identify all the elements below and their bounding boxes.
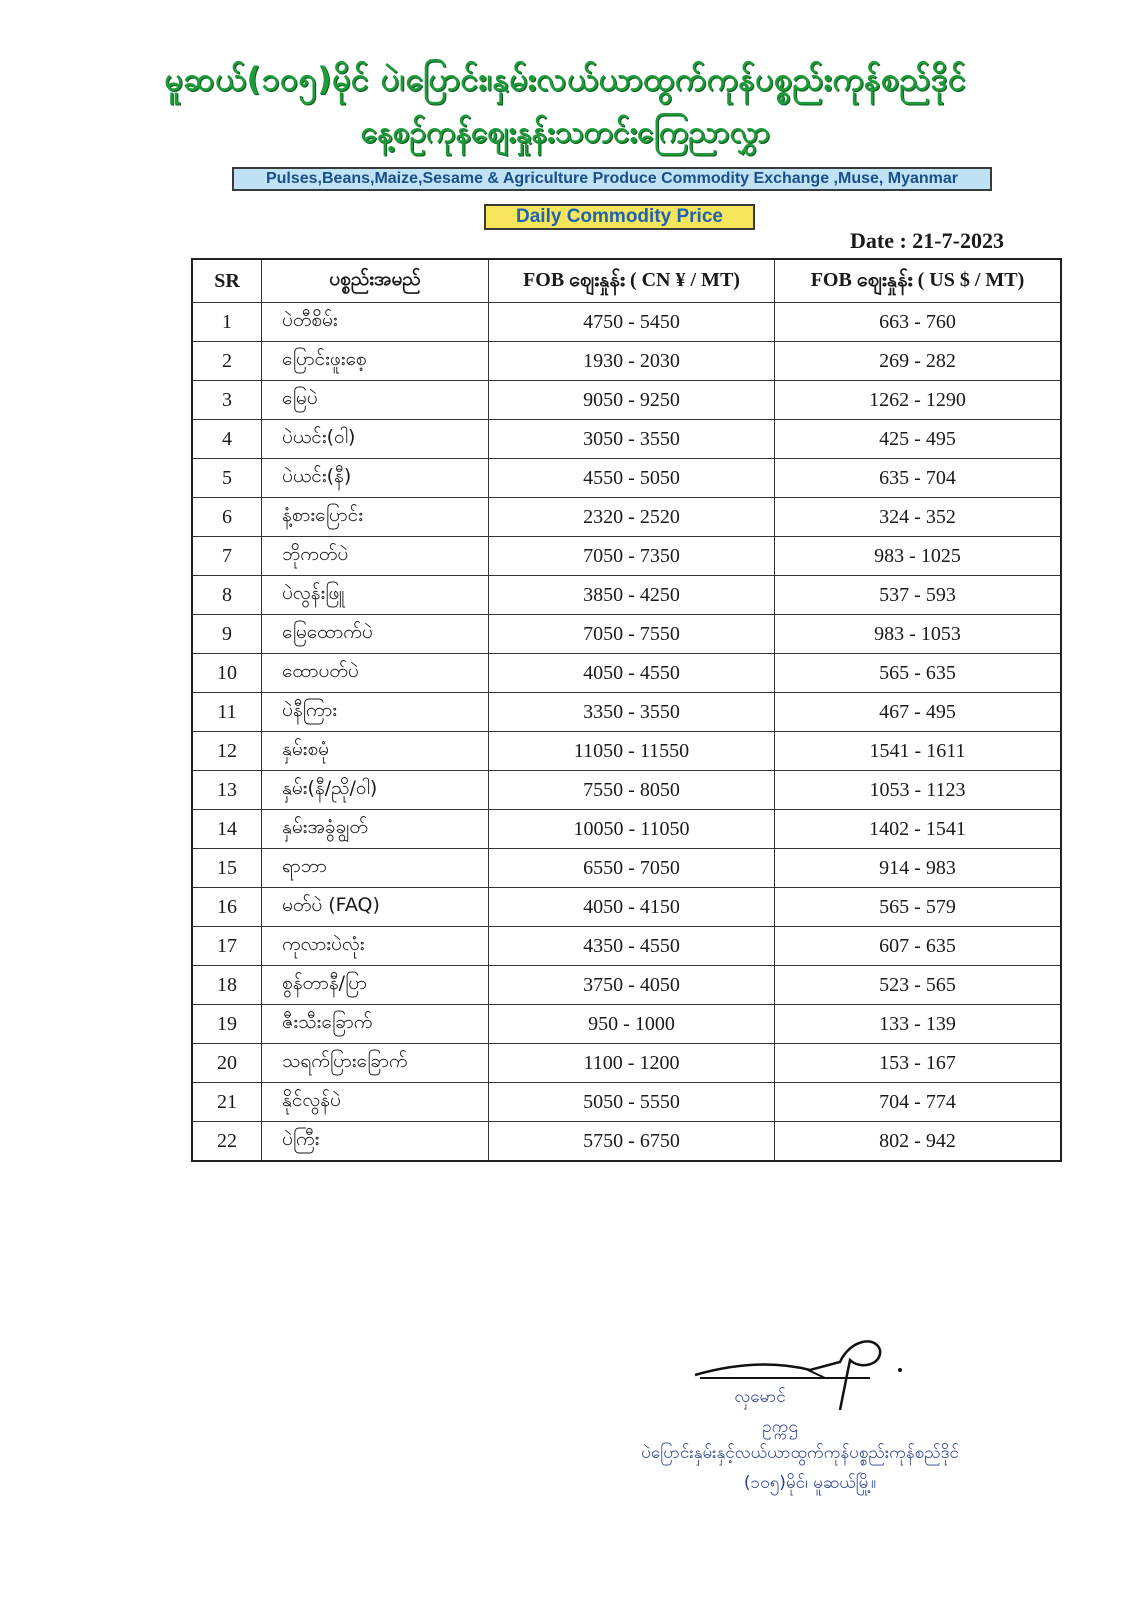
signatory-location: (၁၀၅)မိုင်၊ မူဆယ်မြို့။	[743, 1473, 877, 1493]
table-row	[192, 810, 1061, 849]
row-us-price: 607 - 635	[775, 927, 1062, 966]
row-us-price: 1402 - 1541	[775, 810, 1062, 849]
row-commodity-name: စွန်တာနီ/ပြာ	[262, 966, 489, 1005]
row-sr: 7	[192, 537, 262, 576]
row-us-price: 704 - 774	[775, 1083, 1062, 1122]
row-commodity-name: နှမ်း(နီ/ညို/ဝါ)	[262, 771, 489, 810]
row-cn-price: 10050 - 11050	[489, 810, 775, 849]
row-commodity-name: နှမ်းစမုံ	[262, 732, 489, 771]
row-us-price: 983 - 1053	[775, 615, 1062, 654]
row-commodity-name: ပဲလွန်းဖြူ	[262, 576, 489, 615]
row-sr: 13	[192, 771, 262, 810]
row-cn-price: 3050 - 3550	[489, 420, 775, 459]
row-us-price: 523 - 565	[775, 966, 1062, 1005]
row-sr: 19	[192, 1005, 262, 1044]
row-sr: 21	[192, 1083, 262, 1122]
row-cn-price: 4350 - 4550	[489, 927, 775, 966]
price-table	[191, 258, 1062, 1162]
row-cn-price: 4750 - 5450	[489, 303, 775, 342]
row-commodity-name: မတ်ပဲ (FAQ)	[262, 888, 489, 927]
row-sr: 6	[192, 498, 262, 537]
row-sr: 20	[192, 1044, 262, 1083]
row-cn-price: 7550 - 8050	[489, 771, 775, 810]
header-cn-price: FOB ဈေးနှုန်း ( CN ¥ / MT)	[489, 259, 775, 303]
header-us-price: FOB ဈေးနှုန်း ( US $ / MT)	[775, 259, 1062, 303]
row-sr: 22	[192, 1122, 262, 1162]
row-commodity-name: နှမ်းအခွံချွတ်	[262, 810, 489, 849]
row-cn-price: 9050 - 9250	[489, 381, 775, 420]
row-cn-price: 3850 - 4250	[489, 576, 775, 615]
row-commodity-name: ပဲယင်း(ဝါ)	[262, 420, 489, 459]
table-row	[192, 1005, 1061, 1044]
table-row	[192, 1122, 1061, 1162]
table-row	[192, 654, 1061, 693]
row-commodity-name: သရက်ပြားခြောက်	[262, 1044, 489, 1083]
row-cn-price: 950 - 1000	[489, 1005, 775, 1044]
row-commodity-name: ဘိုကတ်ပဲ	[262, 537, 489, 576]
row-commodity-name: မြေထောက်ပဲ	[262, 615, 489, 654]
header-myanmar-line-1: မူဆယ်(၁၀၅)မိုင် ပဲ၊ပြောင်း၊နှမ်းလယ်ယာထွက်ကုန်ပစ္စည်းကုန်စည်ဒိုင်	[164, 60, 967, 98]
row-cn-price: 3350 - 3550	[489, 693, 775, 732]
signatory-name: လှမောင်	[734, 1387, 786, 1407]
row-us-price: 1541 - 1611	[775, 732, 1062, 771]
signatory-organization: ပဲပြောင်းနှမ်းနှင့်လယ်ယာထွက်ကုန်ပစ္စည်းကုန်စည်ဒိုင်	[641, 1443, 959, 1463]
table-row	[192, 849, 1061, 888]
row-cn-price: 7050 - 7550	[489, 615, 775, 654]
row-us-price: 1262 - 1290	[775, 381, 1062, 420]
row-cn-price: 7050 - 7350	[489, 537, 775, 576]
row-commodity-name: ပဲကြီး	[262, 1122, 489, 1162]
row-us-price: 914 - 983	[775, 849, 1062, 888]
table-row	[192, 576, 1061, 615]
row-commodity-name: နံ့စားပြောင်း	[262, 498, 489, 537]
table-row	[192, 615, 1061, 654]
row-sr: 9	[192, 615, 262, 654]
row-us-price: 537 - 593	[775, 576, 1062, 615]
row-sr: 10	[192, 654, 262, 693]
table-row	[192, 459, 1061, 498]
row-us-price: 153 - 167	[775, 1044, 1062, 1083]
table-row	[192, 342, 1061, 381]
row-us-price: 425 - 495	[775, 420, 1062, 459]
row-cn-price: 3750 - 4050	[489, 966, 775, 1005]
row-us-price: 802 - 942	[775, 1122, 1062, 1162]
table-row	[192, 1044, 1061, 1083]
row-us-price: 324 - 352	[775, 498, 1062, 537]
row-commodity-name: နိုင်လွန်ပဲ	[262, 1083, 489, 1122]
report-date: Date : 21-7-2023	[850, 228, 1004, 253]
row-sr: 12	[192, 732, 262, 771]
row-us-price: 565 - 579	[775, 888, 1062, 927]
row-sr: 18	[192, 966, 262, 1005]
row-sr: 3	[192, 381, 262, 420]
table-row	[192, 498, 1061, 537]
row-commodity-name: မြေပဲ	[262, 381, 489, 420]
row-commodity-name: ပဲတီစိမ်း	[262, 303, 489, 342]
row-us-price: 635 - 704	[775, 459, 1062, 498]
table-row	[192, 1083, 1061, 1122]
signatory-title: ဥက္ကဌ	[762, 1417, 798, 1437]
row-cn-price: 6550 - 7050	[489, 849, 775, 888]
row-commodity-name: ပဲနီကြား	[262, 693, 489, 732]
row-cn-price: 4050 - 4550	[489, 654, 775, 693]
row-cn-price: 1930 - 2030	[489, 342, 775, 381]
row-cn-price: 11050 - 11550	[489, 732, 775, 771]
row-cn-price: 4050 - 4150	[489, 888, 775, 927]
row-commodity-name: ရာဘာ	[262, 849, 489, 888]
daily-commodity-price-label: Daily Commodity Price	[484, 204, 755, 230]
row-cn-price: 2320 - 2520	[489, 498, 775, 537]
row-sr: 2	[192, 342, 262, 381]
row-sr: 15	[192, 849, 262, 888]
row-sr: 17	[192, 927, 262, 966]
row-sr: 14	[192, 810, 262, 849]
row-us-price: 565 - 635	[775, 654, 1062, 693]
table-header-row	[192, 259, 1061, 303]
table-row	[192, 771, 1061, 810]
row-sr: 8	[192, 576, 262, 615]
table-row	[192, 927, 1061, 966]
table-row	[192, 303, 1061, 342]
row-commodity-name: ထောပတ်ပဲ	[262, 654, 489, 693]
row-sr: 4	[192, 420, 262, 459]
row-us-price: 663 - 760	[775, 303, 1062, 342]
row-us-price: 269 - 282	[775, 342, 1062, 381]
row-us-price: 467 - 495	[775, 693, 1062, 732]
table-row	[192, 537, 1061, 576]
row-cn-price: 1100 - 1200	[489, 1044, 775, 1083]
row-commodity-name: ဇီးသီးခြောက်	[262, 1005, 489, 1044]
row-cn-price: 4550 - 5050	[489, 459, 775, 498]
header-myanmar-line-2: နေ့စဉ်ကုန်ဈေးနှုန်းသတင်းကြေညာလွှာ	[360, 115, 771, 150]
table-row	[192, 420, 1061, 459]
row-sr: 16	[192, 888, 262, 927]
row-sr: 5	[192, 459, 262, 498]
signature-block	[600, 1340, 1000, 1540]
row-sr: 11	[192, 693, 262, 732]
table-row	[192, 381, 1061, 420]
header-sr: SR	[192, 259, 262, 303]
row-cn-price: 5750 - 6750	[489, 1122, 775, 1162]
row-commodity-name: ပြောင်းဖူးစေ့	[262, 342, 489, 381]
row-commodity-name: ပဲယင်း(နီ)	[262, 459, 489, 498]
row-sr: 1	[192, 303, 262, 342]
table-row	[192, 966, 1061, 1005]
header-name: ပစ္စည်းအမည်	[262, 259, 489, 303]
table-row	[192, 693, 1061, 732]
row-us-price: 983 - 1025	[775, 537, 1062, 576]
row-cn-price: 5050 - 5550	[489, 1083, 775, 1122]
row-us-price: 133 - 139	[775, 1005, 1062, 1044]
row-commodity-name: ကုလားပဲလုံး	[262, 927, 489, 966]
row-us-price: 1053 - 1123	[775, 771, 1062, 810]
table-row	[192, 888, 1061, 927]
table-row	[192, 732, 1061, 771]
english-banner: Pulses,Beans,Maize,Sesame & Agriculture Produce Commodity Exchange ,Muse, Myanmar	[232, 167, 992, 191]
